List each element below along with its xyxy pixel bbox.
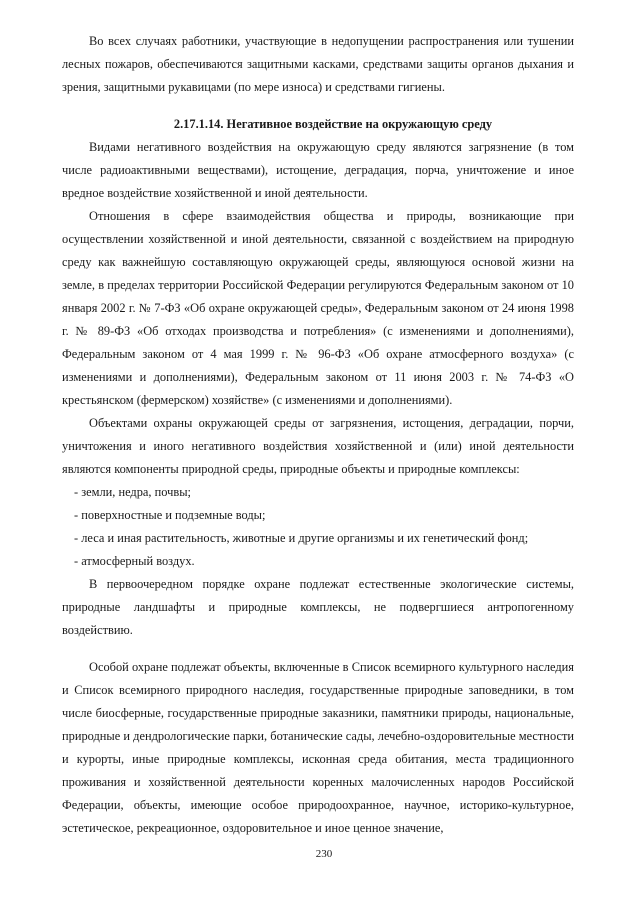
list-item: - земли, недра, почвы; [74, 485, 191, 499]
paragraph-ppe: Во всех случаях работники, участвующие в недопущении распространения или тушении лесных пожаров, обеспечиваются защитными касками, средствами защиты органов дыхания и зрения, защитными рукавицами (по мере износа) и средствами гигиены. [62, 34, 574, 94]
list-item: - атмосферный воздух. [74, 554, 195, 568]
paragraph-special-protection: Особой охране подлежат объекты, включенные в Список всемирного культурного наследия и Список всемирного природного наследия, государственные природные заповедники, в том числе биосферные, государственные природные заказники, памятники природы, национальные, природные и дендрологические парки, ботанические сады, лечебно-оздоровительные местности и курорты, иные природные комплексы, исконная среда обитания, места традиционного проживания и хозяйственной деятельности коренных малочисленных народов Российской Федерации, объекты, имеющие особое природоохранное, научное, историко-культурное, эстетическое, рекреационное, оздоровительное и иное ценное значение, [62, 660, 574, 835]
paragraph-legal-framework: Отношения в сфере взаимодействия общества и природы, возникающие при осуществлении хозяйственной и иной деятельности, связанной с воздействием на природную среду как важнейшую составляющую окружающей среды, являющуюся основой жизни на земле, в пределах территории Российской Федерации регулируются Федеральным законом от 10 января 2002 г. № 7-ФЗ «Об охране окружающей среды», Федеральным законом от 24 июня 1998 г. № 89-ФЗ «Об отходах производства и потребления» (с изменениями и дополнениями), Федеральным законом от 4 мая 1999 г. № 96-ФЗ «Об охране атмосферного воздуха» (с изменениями и дополнениями), Федеральным законом от 11 июня 2003 г. № 74-ФЗ «О крестьянском (фермерском) хозяйстве» (с изменениями и дополнениями). [62, 209, 574, 407]
paragraph-protected-objects: Объектами охраны окружающей среды от загрязнения, истощения, деградации, порчи, уничтожения и иного негативного воздействия хозяйственной и (или) иной деятельности являются компоненты природной среды, природные объекты и природные комплексы: [62, 416, 574, 476]
list-item: - леса и иная растительность, животные и другие организмы и их генетический фонд; [74, 531, 529, 545]
section-heading: 2.17.1.14. Негативное воздействие на окружающую среду [173, 117, 493, 131]
paragraph-priority-protection: В первоочередном порядке охране подлежат естественные экологические системы, природные ландшафты и природные комплексы, не подвергшиеся антропогенному воздействию. [62, 577, 574, 637]
components-list [62, 481, 574, 573]
document-page [62, 30, 574, 840]
paragraph-impact-types: Видами негативного воздействия на окружающую среду являются загрязнение (в том числе радиоактивными веществами), истощение, деградация, порча, уничтожение и иное вредное воздействие хозяйственной и иной деятельности. [62, 140, 574, 200]
list-item: - поверхностные и подземные воды; [74, 508, 266, 522]
page-number: 230 [315, 848, 333, 860]
